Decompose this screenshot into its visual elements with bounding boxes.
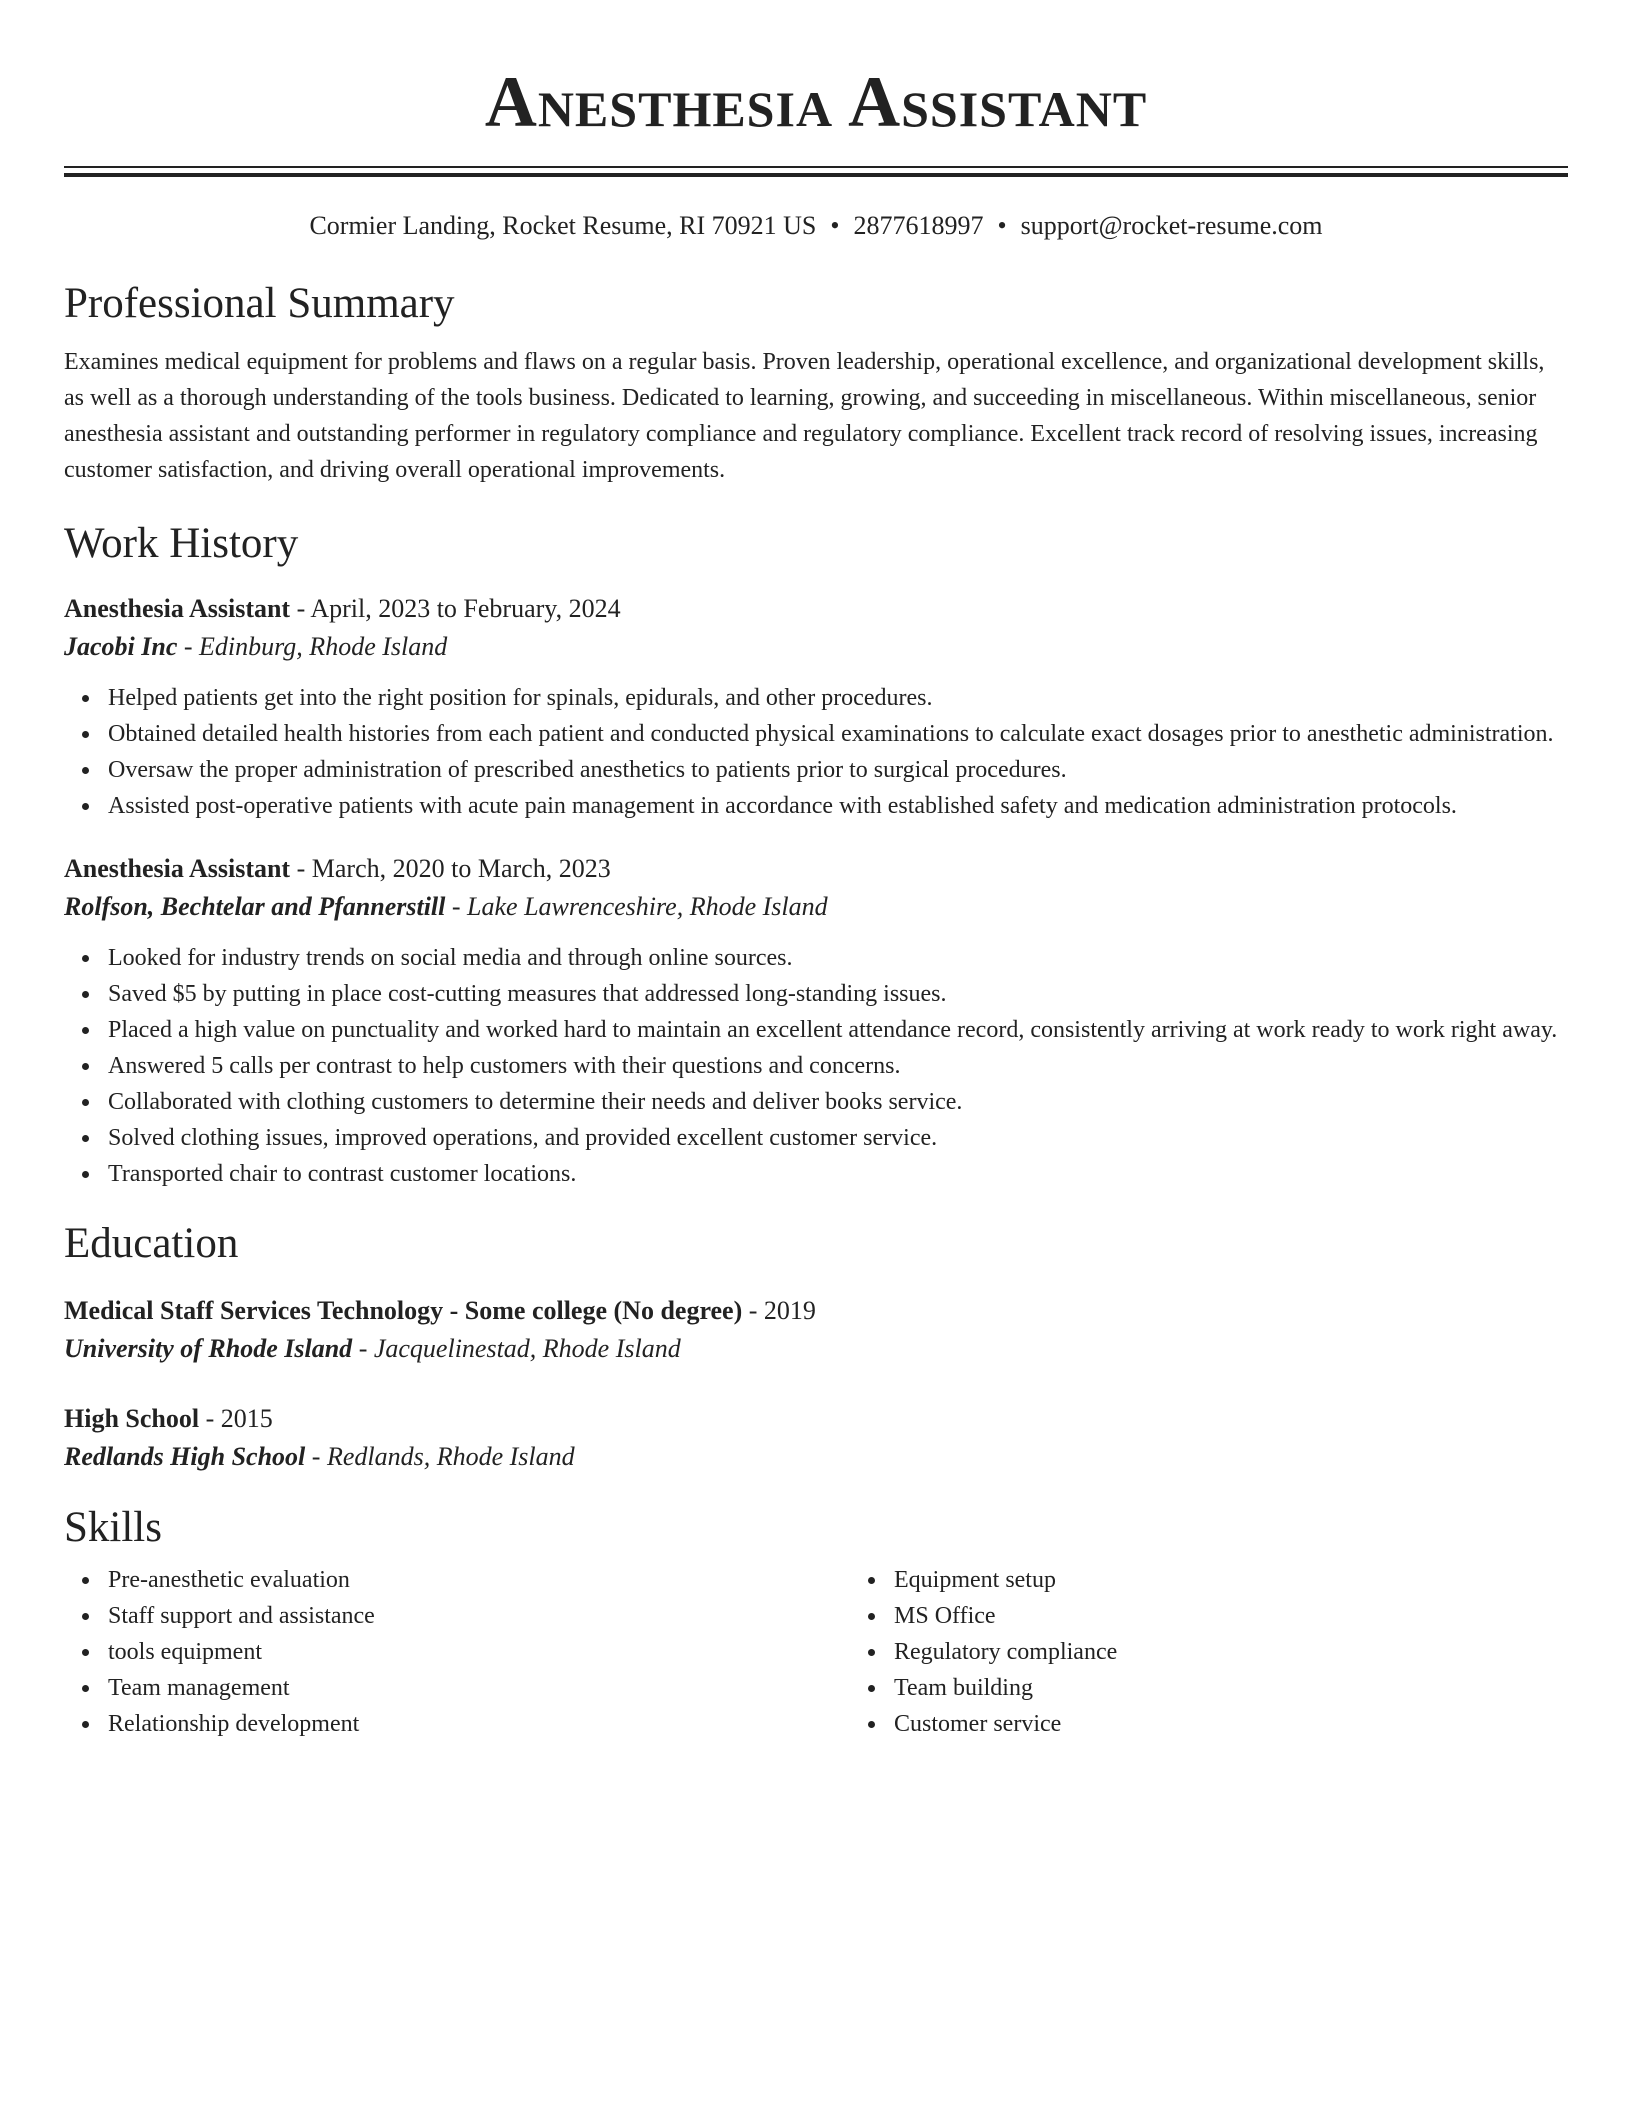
job-employer [64,888,1568,926]
skills-heading: Skills [64,1504,162,1551]
education-entry [64,1292,1568,1368]
education-heading: Education [64,1220,239,1267]
list-item: Helped patients get into the right position for spinals, epidurals, and other procedures. [108,680,1568,716]
skill-item: Team building [894,1670,1568,1706]
education-degree: High School [64,1404,200,1433]
education-degree: Medical Staff Services Technology - Some college (No degree) [64,1296,743,1325]
skill-item: Team management [108,1670,850,1706]
job-entry [64,850,1568,1192]
job-entry [64,590,1568,824]
job-role: Anesthesia Assistant [64,854,291,883]
job-header [64,590,1568,628]
skill-item: tools equipment [108,1634,850,1670]
job-dates: - April, 2023 to February, 2024 [290,594,621,623]
list-item: Looked for industry trends on social media and through online sources. [108,940,1568,976]
list-item: Saved $5 by putting in place cost-cutting measures that addressed long-standing issues. [108,976,1568,1012]
skill-item: Regulatory compliance [894,1634,1568,1670]
contact-separator: • [830,211,840,240]
contact-line [64,210,1568,242]
job-header [64,850,1568,888]
education-institution [64,1438,1568,1476]
education-header [64,1400,1568,1438]
skills-grid [64,1562,1568,1742]
skill-item: Equipment setup [894,1562,1568,1598]
education-year: - 2015 [199,1404,273,1433]
job-company: Rolfson, Bechtelar and Pfannerstill [64,892,446,921]
list-item: Oversaw the proper administration of prescribed anesthetics to patients prior to surgical procedures. [108,752,1568,788]
job-duties-list [64,940,1568,1192]
skills-list-left [64,1562,850,1742]
list-item: Assisted post-operative patients with acute pain management in accordance with established safety and medication administration protocols. [108,788,1568,824]
education-location: - Redlands, Rhode Island [305,1442,575,1471]
list-item: Collaborated with clothing customers to determine their needs and deliver books service. [108,1084,1568,1120]
resume-title: Anesthesia Assistant [484,62,1148,142]
contact-email: support@rocket-resume.com [1020,211,1323,240]
job-duties-list [64,680,1568,824]
education-header [64,1292,1568,1330]
job-location: - Edinburg, Rhode Island [177,632,448,661]
skill-item: MS Office [894,1598,1568,1634]
job-company: Jacobi Inc [64,632,178,661]
work-history-heading: Work History [64,520,299,567]
job-location: - Lake Lawrenceshire, Rhode Island [445,892,828,921]
list-item: Solved clothing issues, improved operations, and provided excellent customer service. [108,1120,1568,1156]
skills-list-right [850,1562,1568,1742]
title-double-rule [64,166,1568,177]
education-year: - 2019 [742,1296,816,1325]
contact-separator: • [997,211,1007,240]
summary-heading: Professional Summary [64,280,455,327]
skill-item: Staff support and assistance [108,1598,850,1634]
list-item: Answered 5 calls per contrast to help customers with their questions and concerns. [108,1048,1568,1084]
job-employer [64,628,1568,666]
list-item: Placed a high value on punctuality and worked hard to maintain an excellent attendance record, consistently arriving at work ready to work right away. [108,1012,1568,1048]
education-entry [64,1400,1568,1476]
summary-text: Examines medical equipment for problems and flaws on a regular basis. Proven leadership, operational excellence, and organizational development skills, as well as a thorough understanding of the tools business. Dedicated to learning, growing, and succeeding in miscellaneous. Within miscellaneous, senior anesthesia assistant and outstanding performer in regulatory compliance and regulatory compliance. Excellent track record of resolving issues, increasing customer satisfaction, and driving overall operational improvements. [64,349,1545,483]
list-item: Obtained detailed health histories from each patient and conducted physical examinations to calculate exact dosages prior to anesthetic administration. [108,716,1568,752]
skill-item: Relationship development [108,1706,850,1742]
education-institution [64,1330,1568,1368]
education-location: - Jacquelinestad, Rhode Island [352,1334,681,1363]
job-dates: - March, 2020 to March, 2023 [290,854,611,883]
job-role: Anesthesia Assistant [64,594,291,623]
list-item: Transported chair to contrast customer locations. [108,1156,1568,1192]
education-school: Redlands High School [64,1442,306,1471]
skill-item: Customer service [894,1706,1568,1742]
contact-phone: 2877618997 [853,211,984,240]
skill-item: Pre-anesthetic evaluation [108,1562,850,1598]
contact-address: Cormier Landing, Rocket Resume, RI 70921 US [309,211,817,240]
education-school: University of Rhode Island [64,1334,353,1363]
